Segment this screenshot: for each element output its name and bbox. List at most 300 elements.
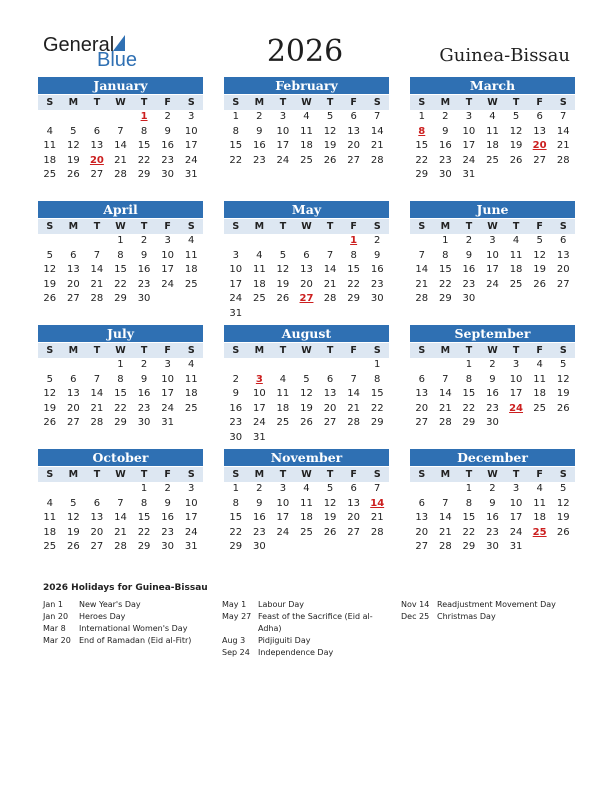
day-cell: 16 xyxy=(252,512,266,523)
day-cell: 5 xyxy=(70,497,77,509)
holiday-day: 20 xyxy=(532,140,547,151)
weekday-header xyxy=(410,467,575,482)
day-cell: 4 xyxy=(188,359,195,370)
day-cell: 13 xyxy=(533,125,546,137)
day-cell: 15 xyxy=(137,512,151,523)
holidays-title: 2026 Holidays for Guinea-Bissau xyxy=(43,583,208,593)
day-cell: 27 xyxy=(90,541,104,552)
day-cell: 27 xyxy=(347,154,360,166)
holiday-row xyxy=(222,611,392,635)
day-cell: 25 xyxy=(533,402,546,414)
weekday-header xyxy=(224,467,389,482)
day-cell: 1 xyxy=(418,111,425,122)
day-cell: 4 xyxy=(536,483,543,494)
day-cell: 26 xyxy=(323,526,337,538)
day-cell: 17 xyxy=(184,140,198,151)
day-cell: 26 xyxy=(556,402,570,414)
day-cell: 1 xyxy=(465,359,473,370)
weekday-label: W xyxy=(487,469,498,480)
day-cell: 14 xyxy=(556,125,570,137)
holiday-date: Jan 20 xyxy=(43,612,69,621)
weekday-label: S xyxy=(418,469,426,480)
day-cell: 29 xyxy=(137,169,151,180)
day-cell: 1 xyxy=(374,359,381,370)
day-cell: 16 xyxy=(229,402,243,414)
day-cell: 20 xyxy=(323,402,337,414)
day-cell: 31 xyxy=(184,169,198,180)
day-cell: 22 xyxy=(462,402,476,414)
day-cell: 10 xyxy=(229,264,243,275)
day-cell: 5 xyxy=(512,111,520,122)
day-cell: 13 xyxy=(347,497,360,509)
empty-cell xyxy=(295,358,319,373)
day-cell: 21 xyxy=(347,402,360,414)
weekday-label: T xyxy=(465,97,473,108)
day-cell: 27 xyxy=(66,293,80,304)
empty-cell xyxy=(85,110,109,125)
weekday-label: M xyxy=(68,469,79,480)
empty-cell xyxy=(248,358,272,373)
day-cell: 18 xyxy=(184,388,198,399)
weekday-label: S xyxy=(373,97,381,108)
day-cell: 6 xyxy=(70,373,77,385)
day-cell: 25 xyxy=(43,169,57,180)
logo-text-blue: Blue xyxy=(97,49,138,71)
day-cell: 9 xyxy=(442,125,449,137)
weekday-label: T xyxy=(279,97,287,108)
day-cell: 5 xyxy=(279,249,287,261)
weekday-label: T xyxy=(465,221,473,232)
day-cell: 5 xyxy=(536,235,543,246)
day-cell: 25 xyxy=(184,278,198,290)
holiday-date: Mar 8 xyxy=(43,624,66,633)
day-cell: 19 xyxy=(533,264,546,275)
day-cell: 15 xyxy=(462,512,476,523)
day-cell: 5 xyxy=(303,373,310,385)
day-cell: 28 xyxy=(347,417,360,428)
day-cell: 11 xyxy=(533,497,546,509)
weekday-label: W xyxy=(301,469,312,480)
day-cell: 10 xyxy=(276,497,290,509)
day-cell: 29 xyxy=(438,293,452,304)
holiday-column xyxy=(222,599,392,659)
day-cell: 21 xyxy=(438,526,452,538)
day-cell: 21 xyxy=(370,140,384,151)
month-october xyxy=(38,449,203,555)
day-cell: 28 xyxy=(323,293,337,304)
day-grid xyxy=(410,358,575,431)
weekday-label: T xyxy=(279,221,287,232)
day-cell: 14 xyxy=(90,388,104,399)
weekday-label: M xyxy=(68,221,79,232)
day-cell: 17 xyxy=(462,140,476,151)
weekday-label: F xyxy=(350,469,357,480)
day-cell: 9 xyxy=(164,125,171,137)
day-cell: 3 xyxy=(164,359,171,370)
day-cell: 22 xyxy=(229,526,243,538)
day-cell: 25 xyxy=(509,278,523,290)
day-cell: 3 xyxy=(489,235,496,246)
day-cell: 25 xyxy=(486,154,499,166)
day-cell: 3 xyxy=(279,111,287,122)
weekday-label: T xyxy=(279,345,287,356)
day-grid xyxy=(224,482,389,555)
day-cell: 17 xyxy=(229,278,243,290)
day-cell: 26 xyxy=(43,293,57,304)
day-cell: 6 xyxy=(560,235,567,246)
weekday-header xyxy=(410,343,575,358)
weekday-label: T xyxy=(326,469,334,480)
day-cell: 15 xyxy=(229,140,243,151)
weekday-label: T xyxy=(512,469,520,480)
day-cell: 11 xyxy=(300,497,313,509)
day-cell: 24 xyxy=(184,154,198,166)
empty-cell xyxy=(410,358,434,373)
day-cell: 25 xyxy=(276,417,290,428)
empty-cell xyxy=(62,358,86,373)
month-title: September xyxy=(410,325,575,342)
empty-cell xyxy=(38,482,62,497)
month-title: August xyxy=(224,325,389,342)
day-cell: 9 xyxy=(489,497,496,509)
day-cell: 16 xyxy=(161,140,174,151)
day-grid xyxy=(224,110,389,168)
weekday-label: F xyxy=(536,345,543,356)
empty-cell xyxy=(410,234,434,249)
day-cell: 11 xyxy=(184,373,198,385)
weekday-label: W xyxy=(487,221,498,232)
month-august xyxy=(224,325,389,445)
weekday-label: S xyxy=(232,221,240,232)
day-cell: 9 xyxy=(489,373,496,385)
day-cell: 13 xyxy=(66,388,80,399)
weekday-label: T xyxy=(465,345,473,356)
month-title: January xyxy=(38,77,203,94)
day-cell: 8 xyxy=(350,249,357,261)
empty-cell xyxy=(248,234,272,249)
day-cell: 21 xyxy=(415,278,429,290)
weekday-label: M xyxy=(254,345,265,356)
empty-cell xyxy=(224,234,248,249)
day-cell: 30 xyxy=(462,293,476,304)
weekday-label: W xyxy=(301,97,312,108)
day-cell: 11 xyxy=(486,125,499,137)
day-cell: 18 xyxy=(184,264,198,275)
day-grid xyxy=(38,482,203,555)
day-cell: 27 xyxy=(347,526,360,538)
month-title: May xyxy=(224,201,389,218)
month-december xyxy=(410,449,575,555)
day-cell: 9 xyxy=(232,388,239,399)
weekday-label: S xyxy=(373,345,381,356)
day-cell: 31 xyxy=(161,417,174,428)
day-cell: 16 xyxy=(486,512,499,523)
weekday-label: W xyxy=(115,469,126,480)
weekday-label: T xyxy=(465,469,473,480)
day-cell: 24 xyxy=(276,154,290,166)
day-cell: 28 xyxy=(438,541,452,552)
holiday-column xyxy=(43,599,213,647)
month-april xyxy=(38,201,203,307)
day-cell: 1 xyxy=(140,483,148,494)
weekday-label: S xyxy=(559,97,567,108)
weekday-label: T xyxy=(93,97,101,108)
day-cell: 15 xyxy=(415,140,429,151)
weekday-label: M xyxy=(254,221,265,232)
day-cell: 20 xyxy=(66,278,80,290)
day-cell: 8 xyxy=(117,373,124,385)
month-july xyxy=(38,325,203,431)
day-cell: 4 xyxy=(489,111,496,122)
day-cell: 6 xyxy=(326,373,334,385)
day-cell: 1 xyxy=(232,111,239,122)
holiday-date: Jan 1 xyxy=(43,600,63,609)
day-cell: 8 xyxy=(232,497,239,509)
weekday-header xyxy=(224,219,389,234)
holiday-day: 1 xyxy=(140,111,148,122)
day-cell: 28 xyxy=(415,293,429,304)
day-cell: 26 xyxy=(556,526,570,538)
month-february xyxy=(224,77,389,168)
day-cell: 4 xyxy=(279,373,287,385)
month-title: March xyxy=(410,77,575,94)
weekday-header xyxy=(38,467,203,482)
day-cell: 7 xyxy=(93,249,101,261)
day-cell: 7 xyxy=(560,111,567,122)
day-cell: 23 xyxy=(370,278,384,290)
day-cell: 12 xyxy=(323,497,337,509)
day-cell: 5 xyxy=(560,483,567,494)
day-cell: 29 xyxy=(114,293,127,304)
day-cell: 20 xyxy=(347,512,360,523)
day-cell: 21 xyxy=(114,526,127,538)
day-cell: 17 xyxy=(161,388,174,399)
empty-cell xyxy=(271,358,295,373)
weekday-label: T xyxy=(512,221,520,232)
weekday-label: F xyxy=(164,97,171,108)
day-cell: 11 xyxy=(43,140,57,151)
day-cell: 2 xyxy=(256,111,263,122)
weekday-label: F xyxy=(536,469,543,480)
day-cell: 26 xyxy=(276,293,290,304)
day-cell: 17 xyxy=(486,264,499,275)
day-cell: 13 xyxy=(556,249,570,261)
holiday-row xyxy=(43,599,213,611)
day-cell: 13 xyxy=(347,125,360,137)
day-cell: 25 xyxy=(300,154,313,166)
empty-cell xyxy=(38,234,62,249)
day-cell: 31 xyxy=(509,541,523,552)
day-cell: 4 xyxy=(46,497,53,509)
day-cell: 6 xyxy=(93,497,101,509)
holiday-date: May 1 xyxy=(222,600,247,609)
weekday-label: S xyxy=(418,97,426,108)
weekday-label: W xyxy=(487,97,498,108)
day-cell: 16 xyxy=(137,264,151,275)
empty-cell xyxy=(85,358,109,373)
day-cell: 25 xyxy=(252,293,266,304)
weekday-header xyxy=(38,219,203,234)
day-cell: 28 xyxy=(114,169,127,180)
holiday-day: 27 xyxy=(299,293,314,304)
empty-cell xyxy=(295,234,319,249)
day-cell: 11 xyxy=(276,388,290,399)
day-cell: 21 xyxy=(114,154,127,166)
day-cell: 13 xyxy=(90,140,104,151)
weekday-label: F xyxy=(350,97,357,108)
holiday-name: New Year's Day xyxy=(79,600,141,609)
weekday-header xyxy=(224,95,389,110)
weekday-label: T xyxy=(93,469,101,480)
weekday-label: F xyxy=(536,97,543,108)
page-title-year: 2026 xyxy=(266,34,344,69)
day-cell: 13 xyxy=(415,388,429,399)
day-cell: 29 xyxy=(347,293,360,304)
weekday-label: F xyxy=(164,469,171,480)
day-cell: 28 xyxy=(438,417,452,428)
day-grid xyxy=(38,234,203,307)
day-cell: 19 xyxy=(66,154,80,166)
day-cell: 8 xyxy=(374,373,381,385)
day-cell: 30 xyxy=(486,541,499,552)
day-cell: 7 xyxy=(117,125,124,137)
logo xyxy=(40,32,140,72)
empty-cell xyxy=(38,110,62,125)
day-cell: 3 xyxy=(512,359,520,370)
weekday-label: T xyxy=(140,345,148,356)
day-cell: 1 xyxy=(117,359,124,370)
day-cell: 18 xyxy=(533,512,546,523)
day-cell: 23 xyxy=(161,526,174,538)
weekday-label: T xyxy=(326,345,334,356)
day-cell: 29 xyxy=(229,541,243,552)
day-cell: 21 xyxy=(438,402,452,414)
day-cell: 23 xyxy=(229,417,243,428)
holiday-day: 25 xyxy=(532,526,547,538)
day-cell: 15 xyxy=(347,264,360,275)
empty-cell xyxy=(342,358,366,373)
day-cell: 20 xyxy=(90,526,104,538)
empty-cell xyxy=(410,482,434,497)
day-cell: 31 xyxy=(229,307,243,319)
day-cell: 23 xyxy=(252,154,266,166)
day-cell: 27 xyxy=(415,541,429,552)
day-cell: 4 xyxy=(256,249,263,261)
weekday-label: S xyxy=(187,97,195,108)
day-cell: 24 xyxy=(229,293,243,304)
weekday-label: T xyxy=(140,469,148,480)
day-cell: 14 xyxy=(347,388,360,399)
day-cell: 11 xyxy=(252,264,266,275)
day-cell: 11 xyxy=(509,249,523,261)
day-cell: 19 xyxy=(509,140,523,151)
day-cell: 8 xyxy=(442,249,449,261)
day-cell: 4 xyxy=(303,483,310,494)
day-cell: 17 xyxy=(276,512,290,523)
day-cell: 4 xyxy=(536,359,543,370)
weekday-label: T xyxy=(140,97,148,108)
holiday-row xyxy=(222,635,392,647)
weekday-label: S xyxy=(187,345,195,356)
day-cell: 7 xyxy=(326,249,334,261)
day-cell: 7 xyxy=(93,373,101,385)
day-cell: 27 xyxy=(90,169,104,180)
weekday-label: W xyxy=(115,345,126,356)
day-cell: 27 xyxy=(66,417,80,428)
weekday-label: T xyxy=(93,345,101,356)
month-title: April xyxy=(38,201,203,218)
day-cell: 2 xyxy=(164,483,171,494)
weekday-label: F xyxy=(350,221,357,232)
day-cell: 30 xyxy=(486,417,499,428)
day-cell: 14 xyxy=(415,264,429,275)
day-cell: 6 xyxy=(303,249,310,261)
day-cell: 22 xyxy=(137,154,151,166)
holiday-date: Sep 24 xyxy=(222,648,250,657)
day-cell: 1 xyxy=(232,483,239,494)
day-cell: 28 xyxy=(556,154,570,166)
day-cell: 3 xyxy=(188,483,195,494)
month-title: October xyxy=(38,449,203,466)
day-cell: 20 xyxy=(415,402,429,414)
holiday-row xyxy=(222,599,392,611)
day-cell: 29 xyxy=(114,417,127,428)
day-cell: 4 xyxy=(46,125,53,137)
day-cell: 3 xyxy=(164,235,171,246)
holiday-row xyxy=(401,599,571,611)
day-cell: 15 xyxy=(137,140,151,151)
day-cell: 3 xyxy=(279,483,287,494)
day-cell: 26 xyxy=(300,417,313,428)
day-cell: 16 xyxy=(438,140,452,151)
weekday-label: W xyxy=(301,345,312,356)
day-cell: 30 xyxy=(137,293,151,304)
holiday-name: Independence Day xyxy=(258,648,334,657)
day-grid xyxy=(38,358,203,431)
day-cell: 4 xyxy=(512,235,520,246)
day-cell: 5 xyxy=(326,111,334,122)
holiday-day: 24 xyxy=(509,402,524,414)
day-cell: 25 xyxy=(184,402,198,414)
day-cell: 15 xyxy=(462,388,476,399)
day-cell: 24 xyxy=(486,278,499,290)
day-cell: 9 xyxy=(164,497,171,509)
weekday-header xyxy=(38,343,203,358)
holiday-day: 8 xyxy=(418,125,426,137)
day-cell: 3 xyxy=(188,111,195,122)
month-may xyxy=(224,201,389,321)
holiday-name: International Women's Day xyxy=(79,624,188,633)
holiday-day: 3 xyxy=(255,373,263,385)
holiday-row xyxy=(43,611,213,623)
day-cell: 6 xyxy=(418,373,425,385)
weekday-label: M xyxy=(68,97,79,108)
weekday-label: F xyxy=(350,345,357,356)
day-cell: 20 xyxy=(415,526,429,538)
day-cell: 12 xyxy=(323,125,337,137)
weekday-label: F xyxy=(536,221,543,232)
day-cell: 4 xyxy=(303,111,310,122)
weekday-label: S xyxy=(559,345,567,356)
day-cell: 2 xyxy=(256,483,263,494)
day-cell: 2 xyxy=(489,483,496,494)
day-cell: 24 xyxy=(161,278,174,290)
weekday-label: W xyxy=(115,97,126,108)
day-cell: 30 xyxy=(229,431,243,443)
day-cell: 31 xyxy=(462,169,476,180)
day-cell: 16 xyxy=(161,512,174,523)
day-cell: 12 xyxy=(43,388,57,399)
